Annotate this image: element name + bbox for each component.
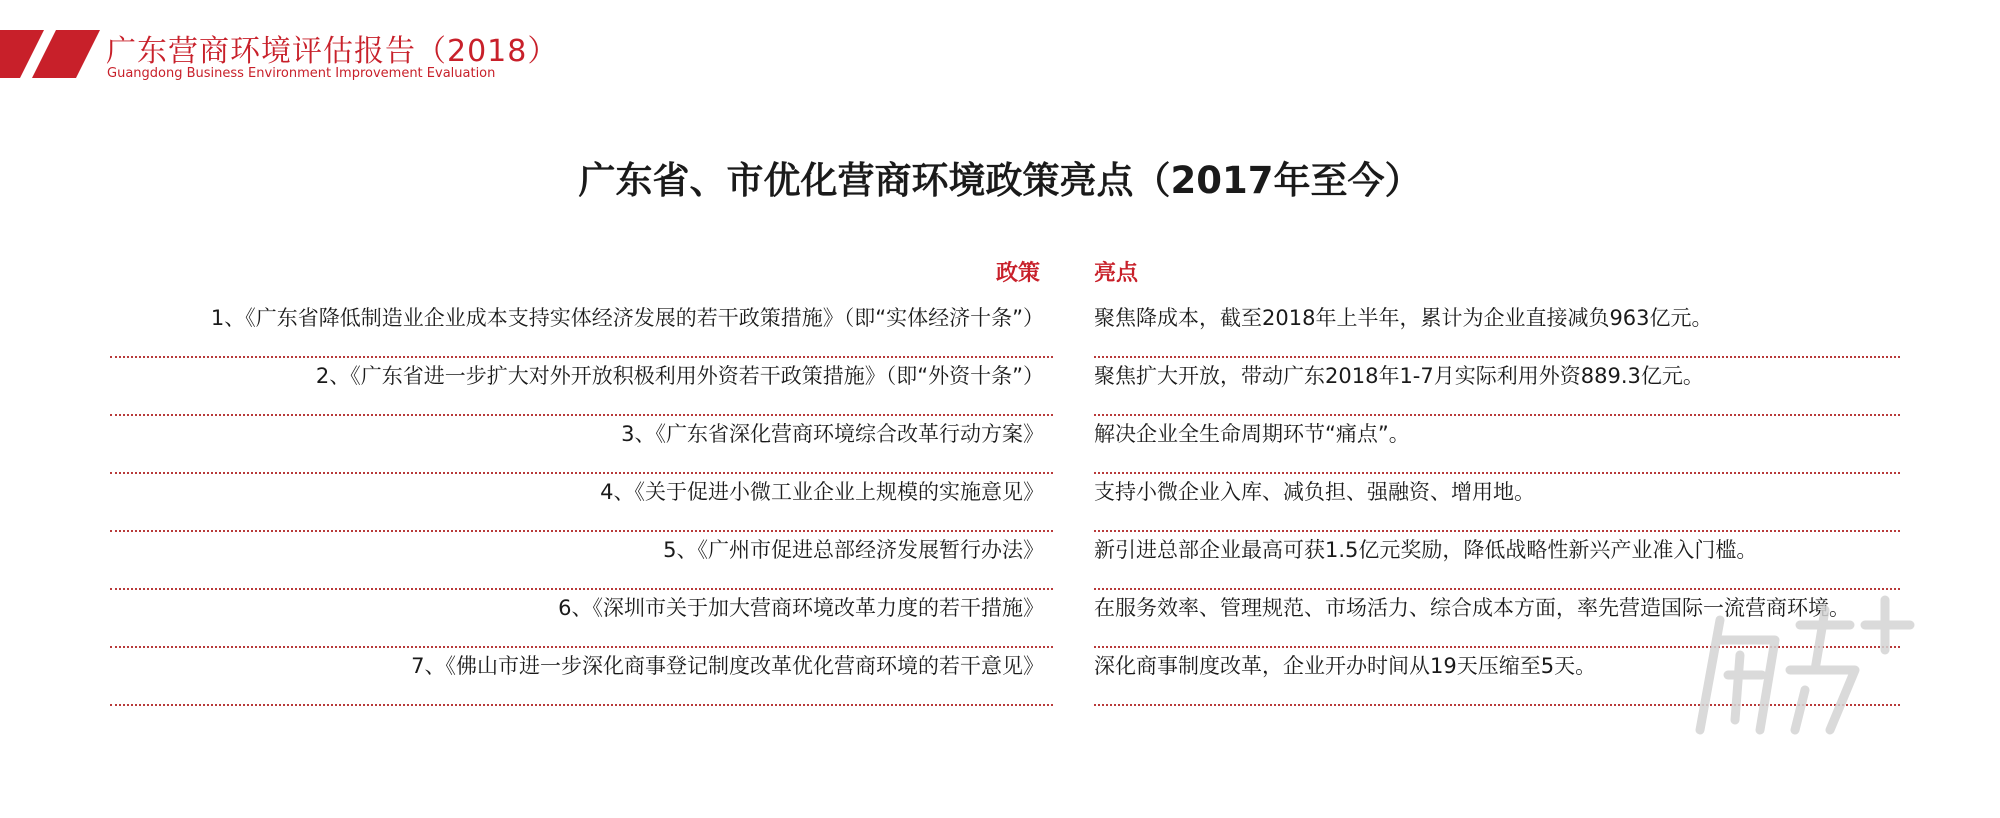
- highlight-cell: 解决企业全生命周期环节“痛点”。: [1094, 416, 1900, 474]
- highlight-cell: 聚焦扩大开放，带动广东2018年1-7月实际利用外资889.3亿元。: [1094, 358, 1900, 416]
- table-row: [0, 532, 2000, 590]
- table-row: [0, 590, 2000, 648]
- table-row: [0, 416, 2000, 474]
- policy-cell: 5、《广州市促进总部经济发展暂行办法》: [110, 532, 1053, 590]
- table-row: [0, 474, 2000, 532]
- policy-cell: 7、《佛山市进一步深化商事登记制度改革优化营商环境的若干意见》: [110, 648, 1053, 706]
- highlight-cell: 支持小微企业入库、减负担、强融资、增用地。: [1094, 474, 1900, 532]
- table-row: [0, 358, 2000, 416]
- table-row: [0, 648, 2000, 706]
- table-row: [0, 300, 2000, 358]
- highlight-cell: 聚焦降成本，截至2018年上半年，累计为企业直接减负963亿元。: [1094, 300, 1900, 358]
- highlight-cell: 在服务效率、管理规范、市场活力、综合成本方面，率先营造国际一流营商环境。: [1094, 590, 1900, 648]
- policy-cell: 2、《广东省进一步扩大对外开放积极利用外资若干政策措施》（即“外资十条”）: [110, 358, 1053, 416]
- highlight-cell: 新引进总部企业最高可获1.5亿元奖励，降低战略性新兴产业准入门槛。: [1094, 532, 1900, 590]
- report-logo-icon: [0, 30, 100, 78]
- policy-cell: 4、《关于促进小微工业企业上规模的实施意见》: [110, 474, 1053, 532]
- policy-cell: 3、《广东省深化营商环境综合改革行动方案》: [110, 416, 1053, 474]
- policy-table: [0, 300, 2000, 706]
- policy-cell: 6、《深圳市关于加大营商环境改革力度的若干措施》: [110, 590, 1053, 648]
- policy-cell: 1、《广东省降低制造业企业成本支持实体经济发展的若干政策措施》（即“实体经济十条”）: [110, 300, 1053, 358]
- page-title: 广东省、市优化营商环境政策亮点（2017年至今）: [578, 159, 1422, 202]
- policy-column-header: 政策: [995, 261, 1040, 286]
- highlight-cell: 深化商事制度改革，企业开办时间从19天压缩至5天。: [1094, 648, 1900, 706]
- report-title: 广东营商环境评估报告（2018）: [106, 34, 559, 69]
- report-subtitle: Guangdong Business Environment Improvement Evaluation: [107, 66, 496, 81]
- highlight-column-header: 亮点: [1094, 261, 1139, 286]
